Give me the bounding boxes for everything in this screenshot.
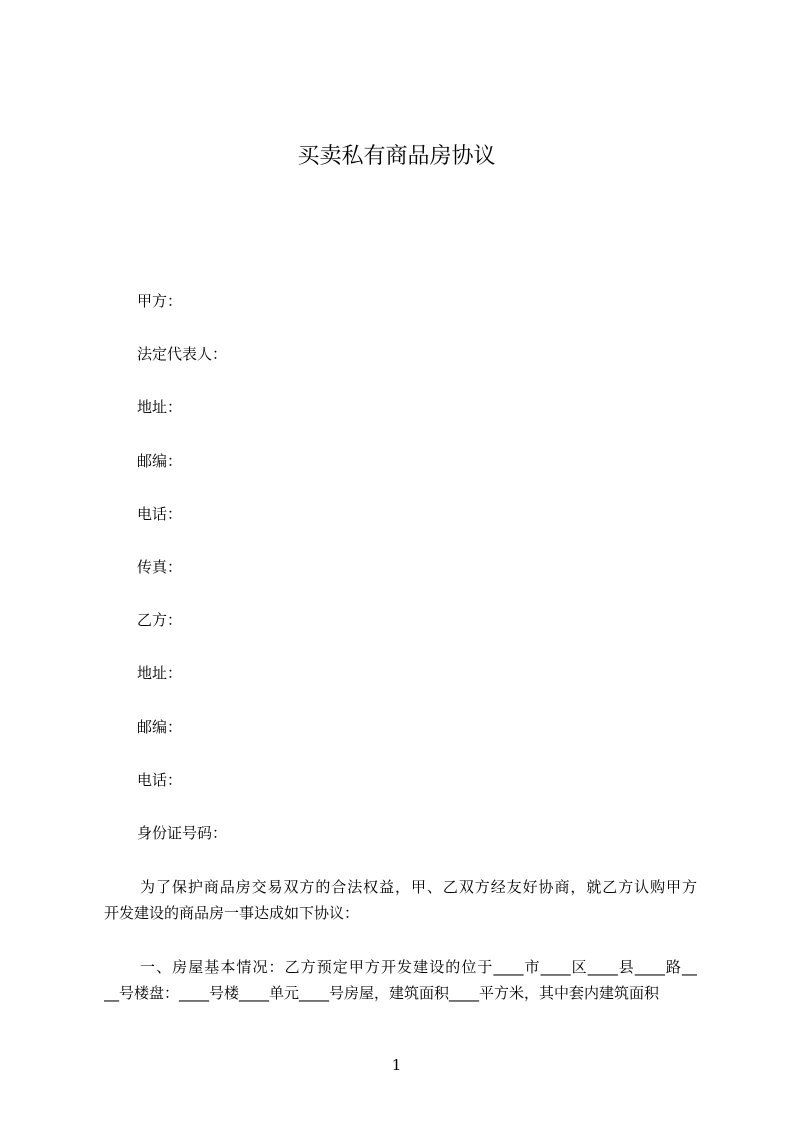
- intro-paragraph-line-1: 为了保护商品房交易双方的合法权益，甲、乙双方经友好协商，就乙方认购甲方: [140, 878, 697, 896]
- field-label-party-b-phone: 电话：: [137, 771, 183, 789]
- field-label-party-a: 甲方：: [137, 292, 183, 310]
- field-label-party-a-fax: 传真：: [137, 558, 183, 576]
- intro-paragraph-line-2: 开发建设的商品房一事达成如下协议：: [104, 904, 360, 922]
- field-label-party-b-address: 地址：: [137, 664, 183, 682]
- section-1-line-2: __号楼盘：____号楼____单元____号房屋，建筑面积____平方米，其中套内建筑面积: [104, 984, 660, 1002]
- field-label-party-a-postcode: 邮编：: [137, 452, 183, 470]
- field-label-party-a-address: 地址：: [137, 398, 183, 416]
- page-number: 1: [391, 1056, 402, 1074]
- field-label-legal-representative: 法定代表人：: [137, 345, 228, 363]
- field-label-party-b-postcode: 邮编：: [137, 718, 183, 736]
- document-title: 买卖私有商品房协议: [297, 144, 496, 169]
- field-label-party-b: 乙方：: [137, 611, 183, 629]
- field-label-id-number: 身份证号码：: [137, 824, 228, 842]
- section-1-line-1: 一、房屋基本情况：乙方预定甲方开发建设的位于____市____区____县____路__: [140, 958, 697, 976]
- field-label-party-a-phone: 电话：: [137, 505, 183, 523]
